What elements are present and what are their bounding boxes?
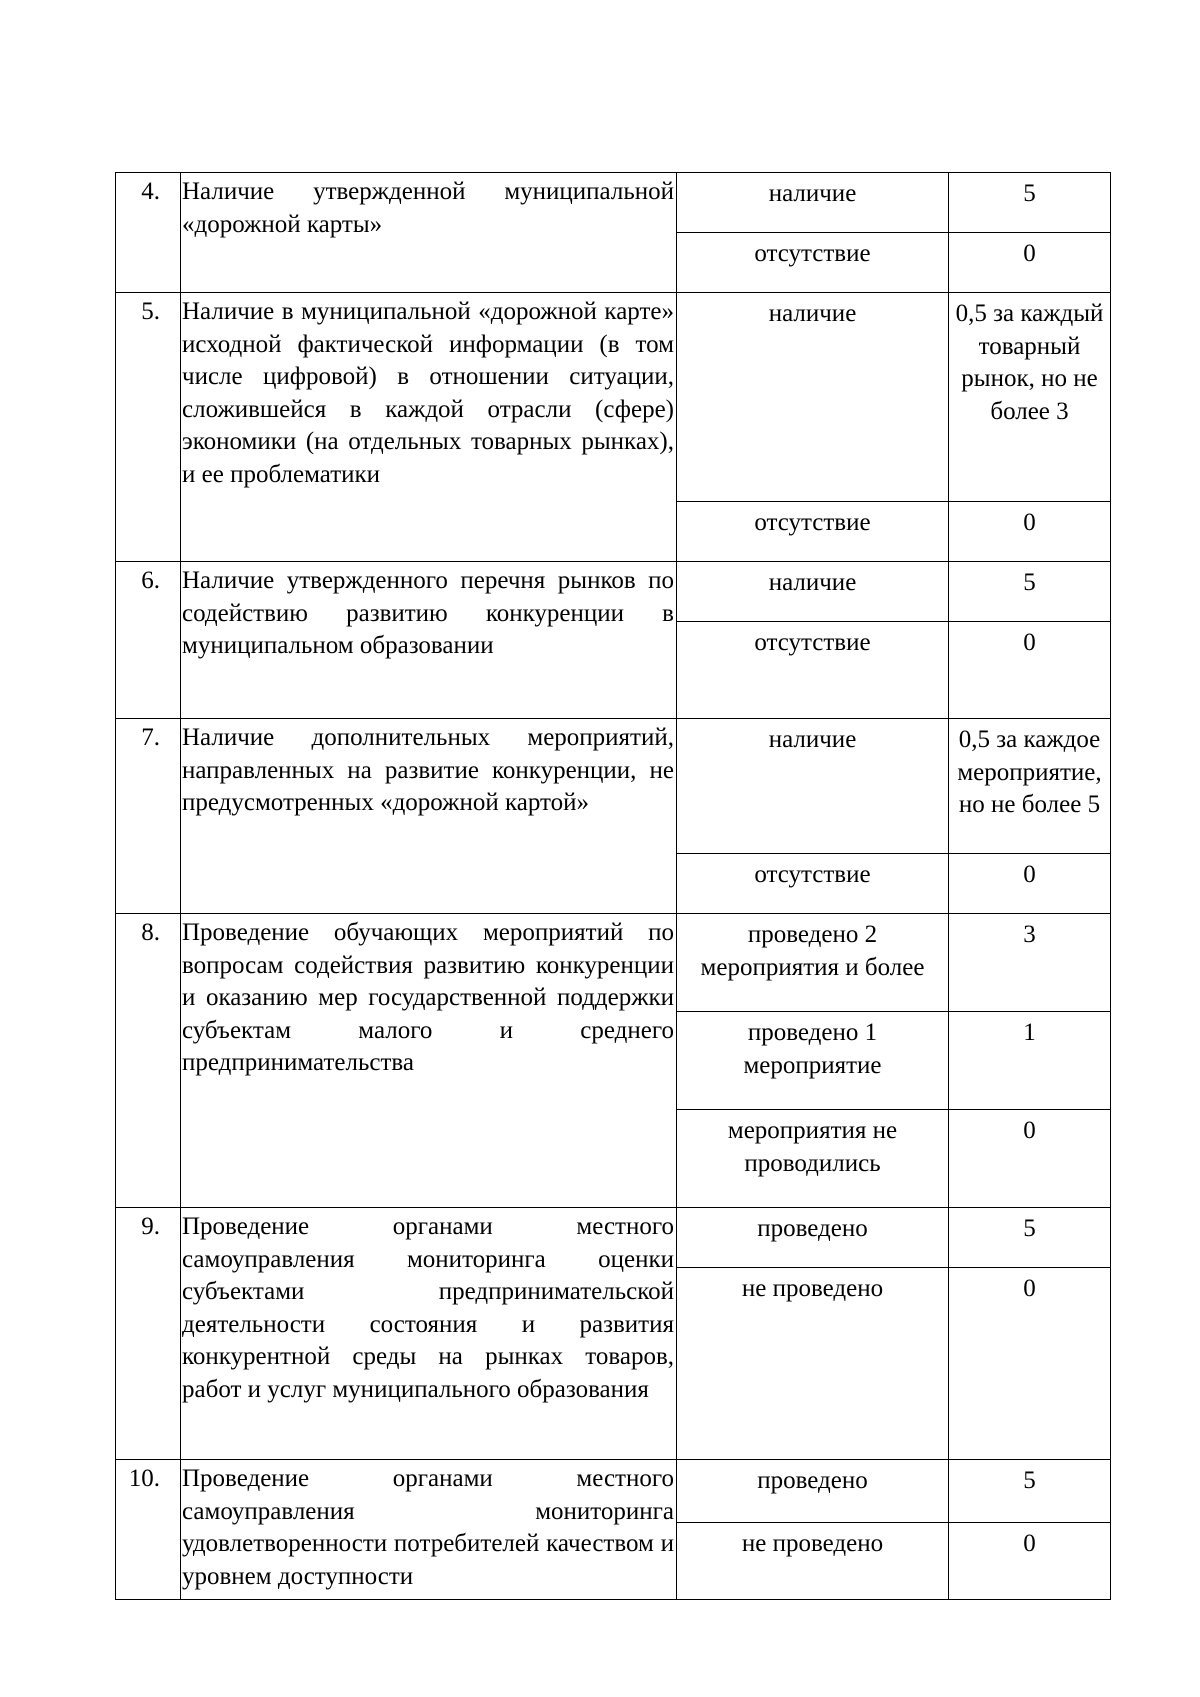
option-label: проведено 1 мероприятие [677, 1012, 949, 1110]
option-score: 0 [949, 1268, 1111, 1460]
criterion-description: Наличие в муниципальной «дорожной карте» исходной фактической информации (в том числе цифровой) в отношении ситуации, сложившейся в каждой отрасли (сфере) экономики (на отдельных товарных рынках), и ее проблематики [181, 293, 677, 562]
option-score: 0,5 за каждый товарный рынок, но не более 3 [949, 293, 1111, 502]
option-label: проведено [677, 1460, 949, 1523]
option-score: 3 [949, 914, 1111, 1012]
option-score: 5 [949, 562, 1111, 622]
row-number: 10. [116, 1460, 181, 1600]
option-label: отсутствие [677, 622, 949, 719]
option-label: мероприятия не проводились [677, 1110, 949, 1208]
criterion-description: Проведение органами местного самоуправления мониторинга удовлетворенности потребителей качеством и уровнем доступности [181, 1460, 677, 1600]
row-number: 6. [116, 562, 181, 719]
option-score: 5 [949, 1208, 1111, 1268]
option-label: не проведено [677, 1522, 949, 1599]
table-row [116, 719, 1111, 854]
option-score: 0 [949, 1110, 1111, 1208]
option-score: 1 [949, 1012, 1111, 1110]
criteria-table [115, 172, 1111, 1600]
option-label: отсутствие [677, 502, 949, 562]
table-row [116, 293, 1111, 502]
option-label: наличие [677, 293, 949, 502]
option-label: проведено [677, 1208, 949, 1268]
row-number: 7. [116, 719, 181, 914]
option-score: 0 [949, 502, 1111, 562]
row-number: 5. [116, 293, 181, 562]
row-number: 4. [116, 173, 181, 293]
option-label: не проведено [677, 1268, 949, 1460]
option-label: отсутствие [677, 854, 949, 914]
table-row [116, 1208, 1111, 1268]
table-row [116, 1460, 1111, 1523]
document-page [115, 172, 1110, 1600]
option-score: 5 [949, 173, 1111, 233]
row-number: 8. [116, 914, 181, 1208]
table-row [116, 914, 1111, 1012]
criterion-description: Проведение органами местного самоуправления мониторинга оценки субъектами предпринимательской деятельности состояния и развития конкурентной среды на рынках товаров, работ и услуг муниципального образования [181, 1208, 677, 1460]
option-score: 0,5 за каждое мероприятие, но не более 5 [949, 719, 1111, 854]
option-score: 0 [949, 854, 1111, 914]
criterion-description: Наличие утвержденной муниципальной «дорожной карты» [181, 173, 677, 293]
option-label: наличие [677, 173, 949, 233]
criterion-description: Наличие утвержденного перечня рынков по содействию развитию конкуренции в муниципальном образовании [181, 562, 677, 719]
option-label: проведено 2 мероприятия и более [677, 914, 949, 1012]
option-score: 0 [949, 1522, 1111, 1599]
option-label: отсутствие [677, 233, 949, 293]
criterion-description: Проведение обучающих мероприятий по вопросам содействия развитию конкуренции и оказанию мер государственной поддержки субъектам малого и среднего предпринимательства [181, 914, 677, 1208]
option-score: 0 [949, 233, 1111, 293]
row-number: 9. [116, 1208, 181, 1460]
option-score: 5 [949, 1460, 1111, 1523]
option-label: наличие [677, 719, 949, 854]
option-label: наличие [677, 562, 949, 622]
criterion-description: Наличие дополнительных мероприятий, направленных на развитие конкуренции, не предусмотренных «дорожной картой» [181, 719, 677, 914]
option-score: 0 [949, 622, 1111, 719]
table-row [116, 562, 1111, 622]
table-row [116, 173, 1111, 233]
